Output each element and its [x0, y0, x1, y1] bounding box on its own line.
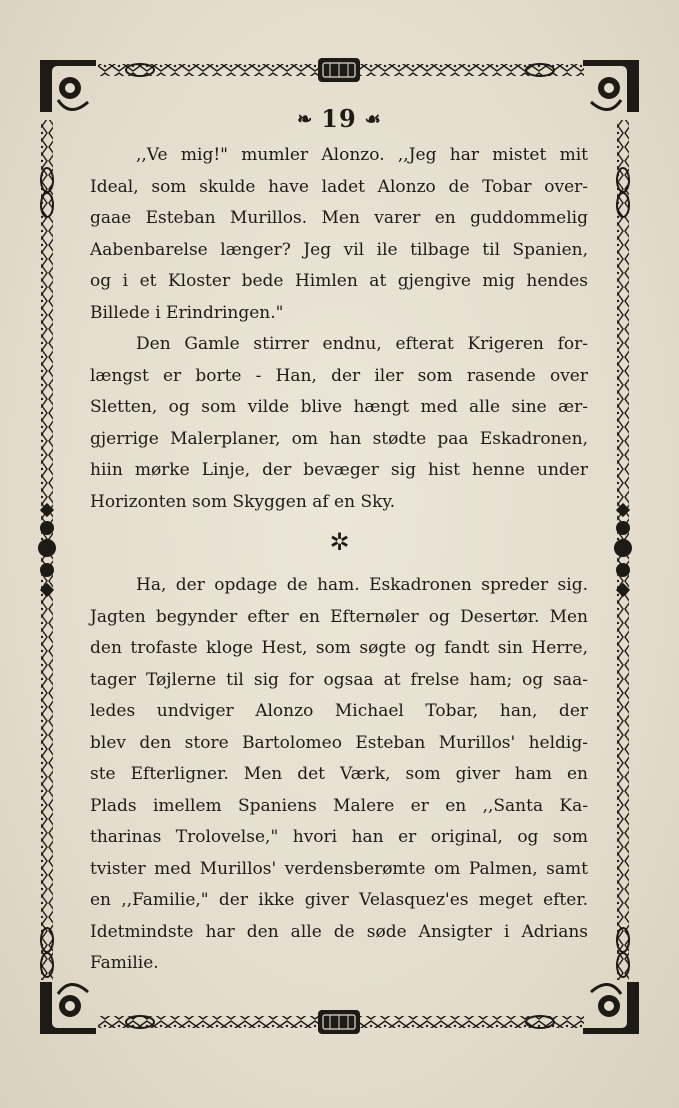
- corner-bottom-left: [40, 982, 96, 1034]
- text-line: Ideal, som skulde have ladet Alonzo de Tobar over-: [90, 176, 588, 197]
- paragraph-1: [90, 140, 588, 329]
- text-line: Familie.: [90, 953, 159, 973]
- page-number-header: [0, 104, 679, 133]
- text-line: tvister med Murillos' verdensberømte om Palmen, samt: [90, 858, 588, 879]
- text-line: hiin mørke Linje, der bevæger sig hist henne under: [90, 460, 588, 480]
- paragraph-2: [90, 329, 588, 518]
- text-line: en ,,Familie," der ikke giver Velasquez'es meget efter.: [90, 890, 588, 910]
- text-line: Jagten begynder efter en Efternøler og Desertør. Men: [90, 606, 588, 627]
- text-line: tharinas Trolovelse," hvori han er original, og som: [90, 827, 588, 847]
- corner-bottom-right: [583, 982, 639, 1034]
- text-line: længst er borte - Han, der iler som rasende over: [90, 365, 588, 386]
- text-line: gaae Esteban Murillos. Men varer en guddommelig: [90, 208, 588, 228]
- text-line: ste Efterligner. Men det Værk, som giver ham en: [90, 764, 588, 784]
- text-line: Billede i Erindringen.": [90, 302, 284, 323]
- text-line: ledes undviger Alonzo Michael Tobar, han, der: [90, 701, 588, 721]
- text-line: Ha, der opdage de ham. Eskadronen spreder sig.: [136, 575, 588, 595]
- text-line: gjerrige Malerplaner, om han stødte paa Eskadronen,: [90, 428, 588, 449]
- top-center-ornament: [318, 58, 360, 82]
- paragraph-3: [90, 570, 588, 980]
- section-separator-star-icon: ✲: [329, 528, 350, 556]
- text-line: blev den store Bartolomeo Esteban Murillos' heldig-: [90, 732, 588, 753]
- text-line: Den Gamle stirrer endnu, efterat Krigeren for-: [136, 334, 588, 354]
- text-line: Sletten, og som vilde blive hængt med alle sine ær-: [90, 397, 588, 417]
- text-line: Aabenbarelse længer? Jeg vil ile tilbage til Spanien,: [90, 239, 588, 260]
- text-line: og i et Kloster bede Himlen at gjengive mig hendes: [90, 271, 588, 291]
- text-line: Plads imellem Spaniens Malere er en ,,Santa Ka-: [90, 795, 588, 816]
- right-fleuron-icon: ☙: [364, 109, 382, 130]
- left-fleuron-icon: ❧: [297, 109, 314, 130]
- text-line: ,,Ve mig!" mumler Alonzo. ,,Jeg har mistet mit: [136, 145, 588, 165]
- text-line: Idetmindste har den alle de søde Ansigter i Adrians: [90, 921, 588, 942]
- bottom-center-ornament: [318, 1010, 360, 1034]
- text-line: Horizonten som Skyggen af en Sky.: [90, 491, 396, 512]
- page-number: 19: [321, 104, 357, 133]
- text-line: tager Tøjlerne til sig for ogsaa at frelse ham; og saa-: [90, 669, 588, 690]
- text-line: den trofaste kloge Hest, som søgte og fandt sin Herre,: [90, 638, 588, 658]
